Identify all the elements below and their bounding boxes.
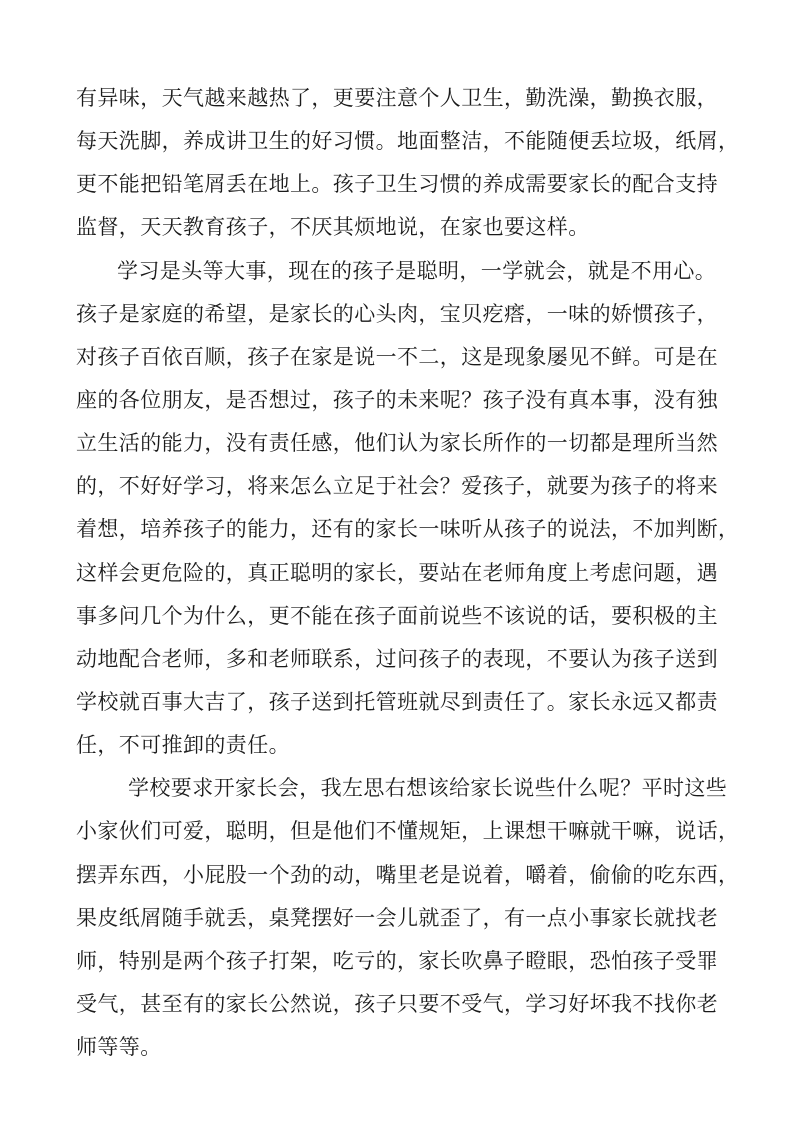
paragraph-2-line-4: 座的各位朋友，是否想过，孩子的未来呢？孩子没有真本事，没有独 <box>76 388 718 412</box>
paragraph-2-line-8: 这样会更危险的，真正聪明的家长，要站在老师角度上考虑问题，遇 <box>76 561 718 585</box>
paragraph-2-line-6: 的，不好好学习，将来怎么立足于社会？爱孩子，就要为孩子的将来 <box>76 474 718 498</box>
paragraph-2-line-9: 事多问几个为什么，更不能在孩子面前说些不该说的话，要积极的主 <box>76 604 718 628</box>
paragraph-1-line-1: 有异味，天气越来越热了，更要注意个人卫生，勤洗澡，勤换衣服， <box>76 86 718 110</box>
paragraph-2-line-10: 动地配合老师，多和老师联系，过问孩子的表现，不要认为孩子送到 <box>76 647 718 671</box>
paragraph-2-line-5: 立生活的能力，没有责任感，他们认为家长所作的一切都是理所当然 <box>76 431 718 455</box>
paragraph-3-line-5: 师，特别是两个孩子打架，吃亏的，家长吹鼻子瞪眼，恐怕孩子受罪 <box>76 949 718 973</box>
paragraph-2-line-12: 任，不可推卸的责任。 <box>76 733 290 757</box>
paragraph-2-line-11: 学校就百事大吉了，孩子送到托管班就尽到责任了。家长永远又都责 <box>76 690 718 714</box>
paragraph-3-line-2: 小家伙们可爱，聪明，但是他们不懂规矩，上课想干嘛就干嘛，说话， <box>76 819 740 843</box>
paragraph-3-line-1: 学校要求开家长会，我左思右想该给家长说些什么呢？平时这些 <box>128 776 728 800</box>
paragraph-3-line-7: 师等等。 <box>76 1035 162 1059</box>
paragraph-3-line-4: 果皮纸屑随手就丢，桌凳摆好一会儿就歪了，有一点小事家长就找老 <box>76 906 718 930</box>
paragraph-1-line-4: 监督，天天教育孩子，不厌其烦地说，在家也要这样。 <box>76 215 590 239</box>
paragraph-3-line-6: 受气，甚至有的家长公然说，孩子只要不受气，学习好坏我不找你老 <box>76 992 718 1016</box>
paragraph-1-line-3: 更不能把铅笔屑丢在地上。孩子卫生习惯的养成需要家长的配合支持 <box>76 172 718 196</box>
paragraph-3-line-3: 摆弄东西，小屁股一个劲的动，嘴里老是说着，嚼着，偷偷的吃东西， <box>76 863 740 887</box>
paragraph-2-line-3: 对孩子百依百顺，孩子在家是说一不二，这是现象屡见不鲜。可是在 <box>76 345 718 369</box>
paragraph-1-line-2: 每天洗脚，养成讲卫生的好习惯。地面整洁，不能随便丢垃圾，纸屑， <box>76 129 740 153</box>
paragraph-2-line-7: 着想，培养孩子的能力，还有的家长一味听从孩子的说法，不加判断， <box>76 517 740 541</box>
paragraph-2-line-2: 孩子是家庭的希望，是家长的心头肉，宝贝疙瘩，一味的娇惯孩子， <box>76 302 718 326</box>
paragraph-2-line-1: 学习是头等大事，现在的孩子是聪明，一学就会，就是不用心。 <box>117 259 717 283</box>
